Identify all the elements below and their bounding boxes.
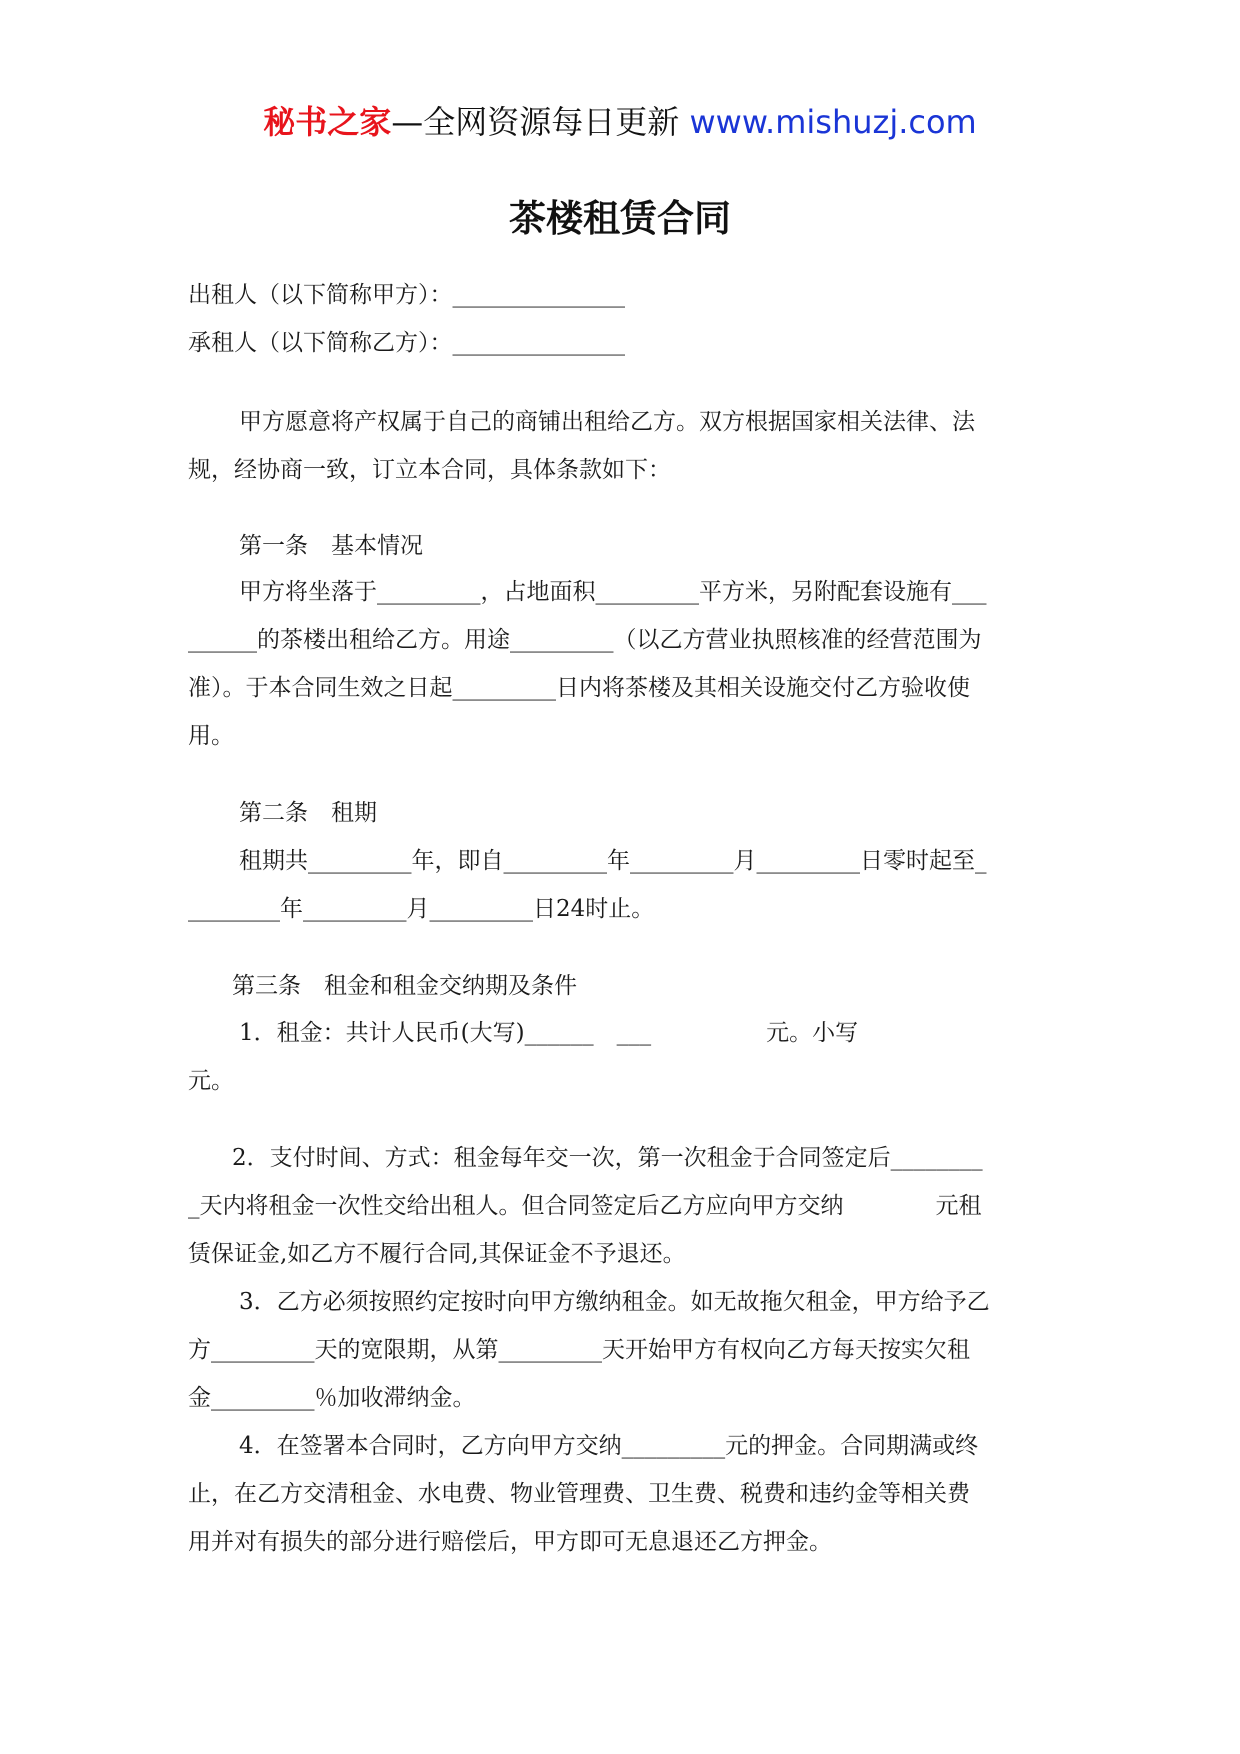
body-line: 甲方将坐落于_________，占地面积_________平方米，另附配套设施有___ [239,579,987,605]
body-line: 2．支付时间、方式：租金每年交一次，第一次租金于合同签定后________ [232,1145,983,1171]
preamble-line: 规，经协商一致，订立本合同，具体条款如下： [188,457,671,483]
body-line: 用并对有损失的部分进行赔偿后，甲方即可无息退还乙方押金。 [188,1529,832,1555]
lessee-line: 承租人（以下简称乙方）：_______________ [188,330,625,356]
site-url-link[interactable]: www.mishuzj.com [689,103,977,141]
site-brand: 秘书之家 [263,103,392,141]
body-line: _天内将租金一次性交给出租人。但合同签定后乙方应向甲方交纳 元租 [188,1193,982,1219]
body-line: 准）。于本合同生效之日起_________日内将茶楼及其相关设施交付乙方验收使 [188,675,970,701]
body-line: 3．乙方必须按照约定按时向甲方缴纳租金。如无故拖欠租金，甲方给予乙 [239,1289,990,1315]
body-line: 金_________％加收滞纳金。 [188,1385,476,1411]
article-heading: 第三条 租金和租金交纳期及条件 [232,973,577,999]
body-line: ________年_________月_________日24时止。 [188,896,655,922]
lessor-line: 出租人（以下简称甲方）：_______________ [188,282,625,308]
body-line: 方_________天的宽限期，从第_________天开始甲方有权向乙方每天按实欠租 [188,1337,970,1363]
article-heading: 第二条 租期 [239,800,377,826]
site-banner [0,100,1240,144]
body-line: ______的茶楼出租给乙方。用途_________（以乙方营业执照核准的经营范围为 [188,627,982,653]
site-tagline: —全网资源每日更新 [391,103,690,141]
body-line: 赁保证金,如乙方不履行合同,其保证金不予退还。 [188,1241,686,1267]
body-line: 租期共_________年，即自_________年_________月_________日零时起至_ [239,848,987,874]
body-line: 止，在乙方交清租金、水电费、物业管理费、卫生费、税费和违约金等相关费 [188,1481,970,1507]
article-heading: 第一条 基本情况 [239,533,423,559]
document-title: 茶楼租赁合同 [509,197,731,240]
body-line: 4．在签署本合同时，乙方向甲方交纳_________元的押金。合同期满或终 [239,1433,979,1459]
body-line: 用。 [188,723,234,749]
preamble-line: 甲方愿意将产权属于自己的商铺出租给乙方。双方根据国家相关法律、法 [239,409,975,435]
body-line: 1．租金：共计人民币(大写)______ ___ 元。小写 [239,1020,859,1046]
body-line: 元。 [188,1068,234,1094]
